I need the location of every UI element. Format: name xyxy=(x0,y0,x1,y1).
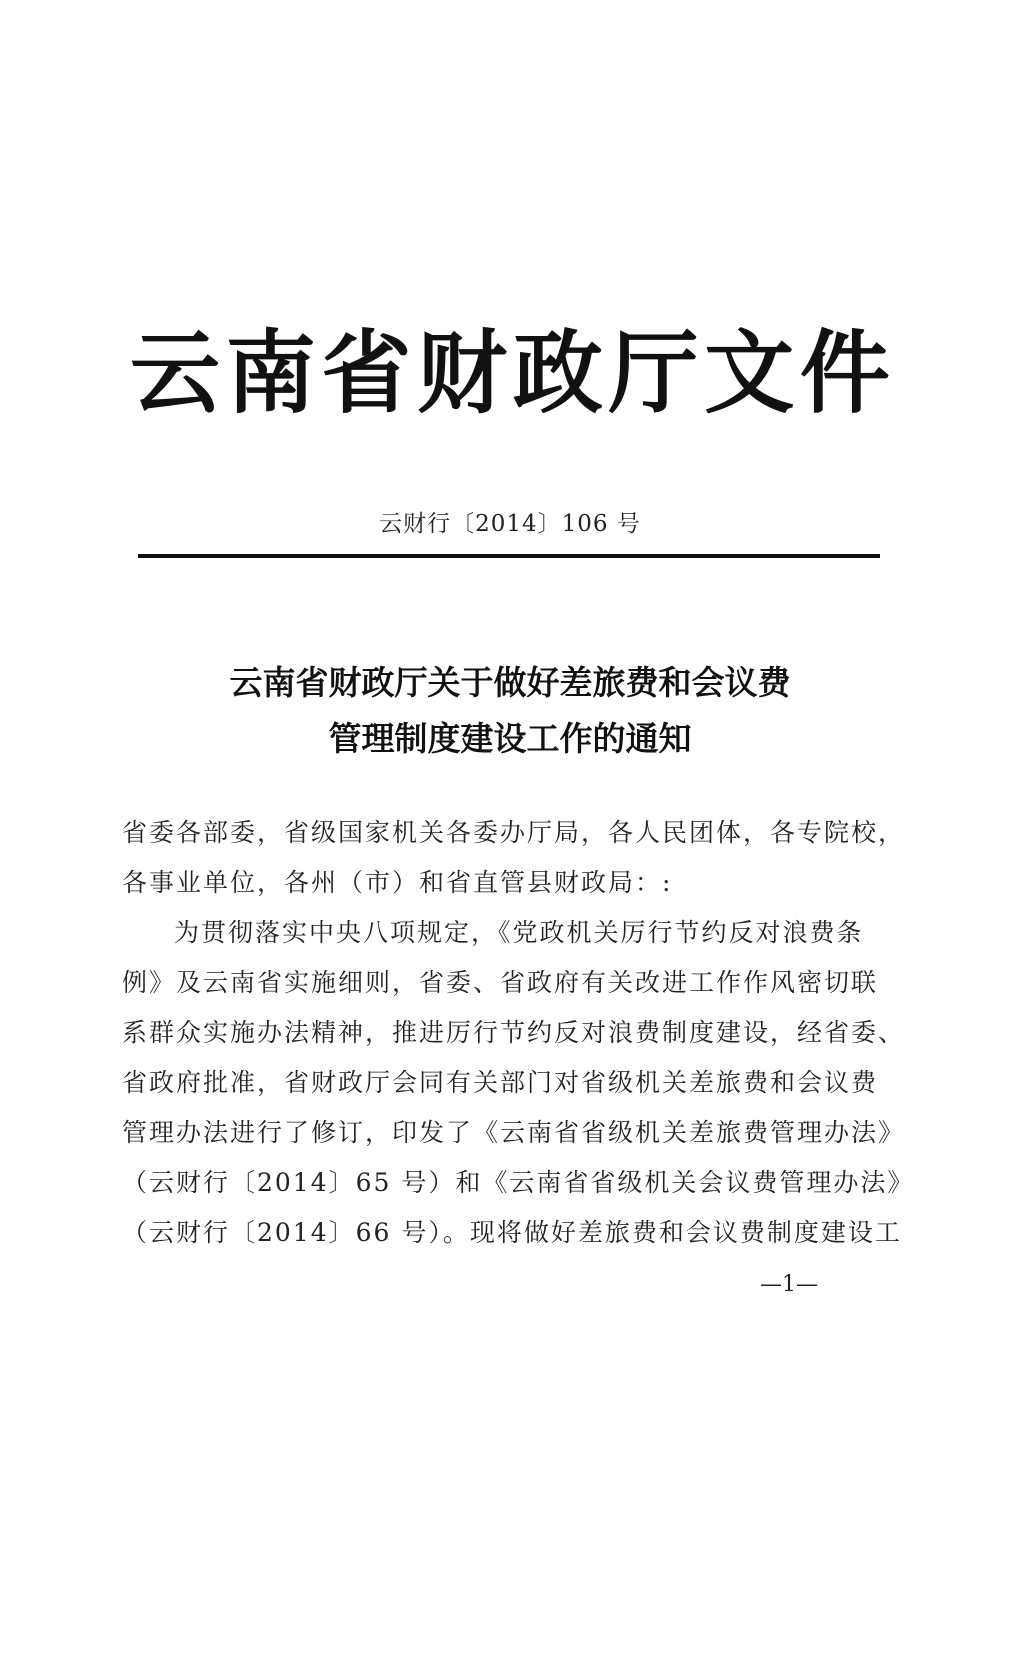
title-line-1: 云南省财政厅关于做好差旅费和会议费 xyxy=(229,663,791,702)
masthead-char: 件 xyxy=(799,320,890,426)
body-line: 省委各部委，省级国家机关各委办厅局，各人民团体，各专院校， xyxy=(122,818,906,847)
body-line: 为贯彻落实中央八项规定，《党政机关厉行节约反对浪费条 xyxy=(174,918,864,947)
document-number: 云财行〔2014〕106 号 xyxy=(379,511,641,537)
page-number: —1— xyxy=(760,1272,818,1297)
body-line: 系群众实施办法精神，推进厉行节约反对浪费制度建设，经省委、 xyxy=(122,1018,906,1047)
body-line: （云财行〔2014〕66 号）。现将做好差旅费和会议费制度建设工 xyxy=(122,1218,902,1247)
body-line: （云财行〔2014〕65 号）和《云南省省级机关会议费管理办法》 xyxy=(122,1168,915,1197)
body-line: 各事业单位，各州（市）和省直管县财政局：: xyxy=(122,868,673,897)
masthead-char: 文 xyxy=(704,320,795,426)
body-line: 例》及云南省实施细则，省委、省政府有关改进工作作风密切联 xyxy=(122,968,879,997)
masthead-char: 政 xyxy=(512,320,603,426)
masthead-char: 南 xyxy=(225,320,316,426)
masthead-char: 省 xyxy=(321,320,412,426)
masthead-title xyxy=(130,318,890,428)
header-divider xyxy=(138,554,880,558)
body-text xyxy=(122,808,915,1258)
masthead-char: 厅 xyxy=(608,320,699,426)
body-line: 省政府批准，省财政厅会同有关部门对省级机关差旅费和会议费 xyxy=(122,1068,879,1097)
body-line: 管理办法进行了修订，印发了《云南省省级机关差旅费管理办法》 xyxy=(122,1118,906,1147)
masthead-char: 财 xyxy=(417,320,508,426)
masthead-char: 云 xyxy=(130,320,220,426)
document-title xyxy=(0,655,1020,767)
title-line-2: 管理制度建设工作的通知 xyxy=(328,719,692,758)
